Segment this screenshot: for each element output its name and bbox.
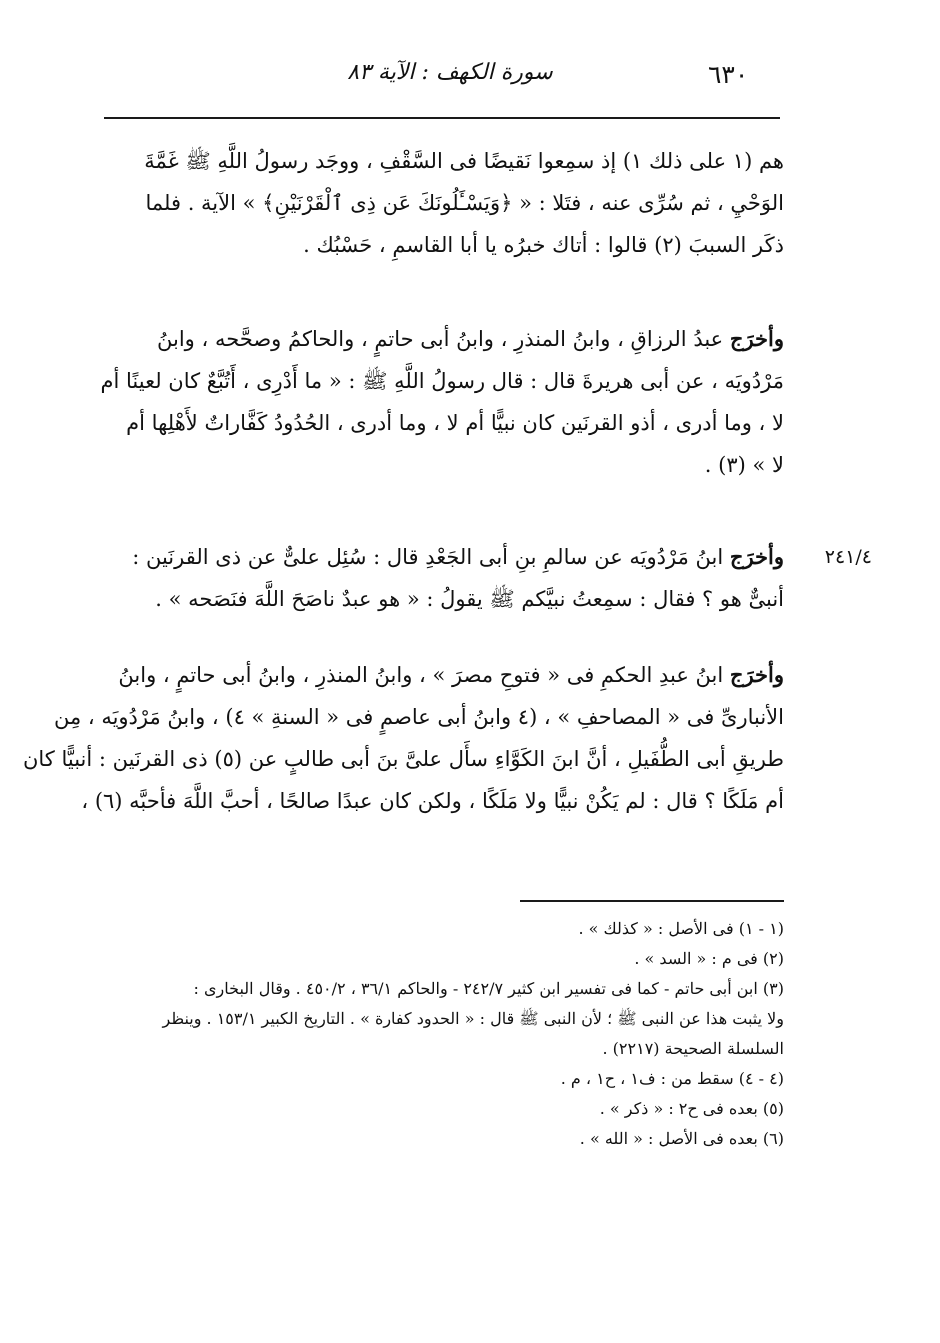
paragraph xyxy=(22,654,784,822)
running-title: سورة الكهف : الآية ٨٣ xyxy=(347,60,553,85)
paragraph-lead-word: وأخرَج xyxy=(729,662,784,687)
text-line-rest: ابنُ مَرْدُويَه عن سالمِ بنِ أبى الجَعْدِ قال : سُئِل علىٌّ عن ذى القرنَين : xyxy=(132,545,730,569)
paragraph-lead-word: وأخرَج xyxy=(729,326,784,351)
footnote-rule xyxy=(520,900,784,902)
text-line xyxy=(104,318,784,360)
paragraph-lead-word: وأخرَج xyxy=(729,544,784,569)
footnote: (٦) بعده فى الأصل : « الله » . xyxy=(579,1129,784,1148)
text-line xyxy=(104,654,784,696)
footnote: (٢) فى م : « السد » . xyxy=(634,949,784,968)
text-line: لا » (٣) . xyxy=(704,453,784,477)
text-line: طريقِ أبى الطُّفَيلِ ، أنَّ ابنَ الكَوَّاءِ سأَل علىَّ بنَ أبى طالبٍ عن (٥) ذى القرنَين : أنبيًّا كان xyxy=(22,747,784,771)
text-line: هم (١ على ذلك ١) إذ سمِعوا نَقيضًا فى السَّقْفِ ، ووجَد رسولُ اللَّهِ ﷺ غَمَّةَ xyxy=(144,149,784,173)
footnote: (٤ - ٤) سقط من : ف١ ، ح١ ، م . xyxy=(560,1069,784,1088)
text-line: أنبىٌّ هو ؟ فقال : سمِعتُ نبيَّكم ﷺ يقولُ : « هو عبدٌ ناصَحَ اللَّهَ فنَصَحه » . xyxy=(155,587,784,611)
footnote: (١ - ١) فى الأصل : « كذلك » . xyxy=(578,919,784,938)
text-line-rest: عبدُ الرزاقِ ، وابنُ المنذرِ ، وابنُ أبى حاتمٍ ، والحاكمُ وصحَّحه ، وابنُ xyxy=(157,327,730,351)
text-line: أم مَلَكًا ؟ قال : لم يَكُنْ نبيًّا ولا مَلَكًا ، ولكن كان عبدًا صالحًا ، أحبَّ اللَّهَ فأحبَّه (٦) ، xyxy=(81,789,784,813)
paragraph xyxy=(104,140,784,266)
paragraph xyxy=(104,536,784,620)
text-line xyxy=(104,536,784,578)
footnote: (٥) بعده فى ح٢ : « ذكر » . xyxy=(599,1099,784,1118)
text-line-rest: ابنُ عبدِ الحكمِ فى « فتوحِ مصرَ » ، وابنُ المنذرِ ، وابنُ أبى حاتمٍ ، وابنُ xyxy=(118,663,730,687)
footnotes xyxy=(104,914,784,1154)
footnote: (٣) ابن أبى حاتم - كما فى تفسير ابن كثير ٢٤٢/٧ - والحاكم ٣٦/١ ، ٤٥٠/٢ . وقال البخارى : xyxy=(193,979,784,998)
text-line: ذكَر السببَ (٢) قالوا : أتاك خبرُه يا أبا القاسمِ ، حَسْبُك . xyxy=(303,233,784,257)
text-line: لا ، وما أدرى ، أذو القرنَين كان نبيًّا أم لا ، وما أدرى ، الحُدُودُ كَفَّاراتٌ لأَهْلِها أم xyxy=(126,411,784,435)
footnote-continuation: ولا يثبت هذا عن النبى ﷺ ؛ لأن النبى ﷺ قال : « الحدود كفارة » . التاريخ الكبير ١٥٣/١ . وينظر xyxy=(162,1009,784,1028)
footnote-continuation: السلسلة الصحيحة (٢٢١٧) . xyxy=(602,1039,784,1058)
text-line: الأنبارىِّ فى « المصاحفِ » ، (٤ وابنُ أبى عاصمٍ فى « السنةِ » ٤) ، وابنُ مَرْدُويَه ، مِن xyxy=(53,705,784,729)
page-number: ٦٣٠ xyxy=(708,60,749,89)
text-line: الوَحْيِ ، ثم سُرِّى عنه ، فتَلا : « ﴿وَيَسْـَٔلُونَكَ عَن ذِى ٱلْقَرْنَيْنِ﴾ » الآية . فلما xyxy=(145,191,784,215)
text-line: مَرْدُويَه ، عن أبى هريرةَ قال : قال رسولُ اللَّهِ ﷺ : « ما أَدْرِى ، أَتُبَّعٌ كان لعينًا أم xyxy=(100,369,784,393)
paragraph xyxy=(100,318,784,486)
margin-reference: ٢٤١/٤ xyxy=(824,546,872,568)
header-rule xyxy=(104,117,780,119)
